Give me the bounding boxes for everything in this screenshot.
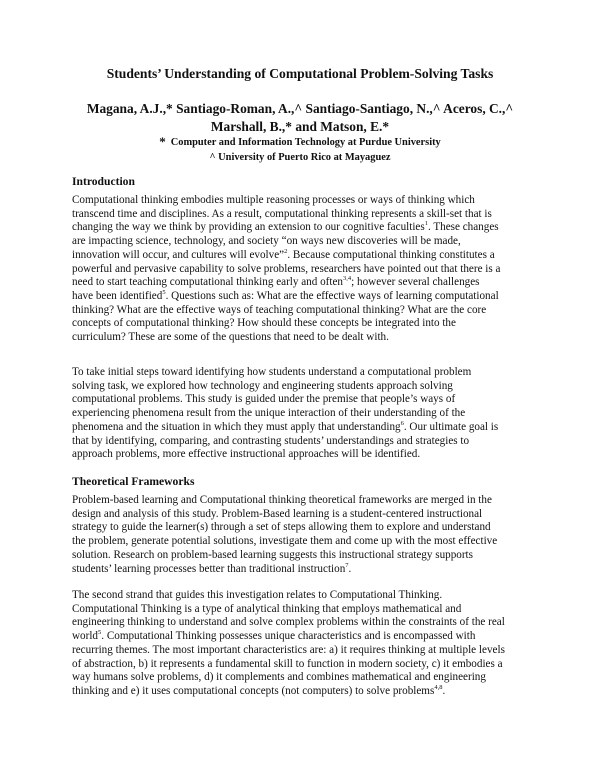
text-line: phenomena and the situation in which they must apply that understanding$^6$. Our ultimate goal is <box>72 419 499 433</box>
text-line: Problem-based learning and Computational thinking theoretical frameworks are merged in the <box>72 494 492 506</box>
citation-marker: 6 <box>400 419 404 427</box>
text-line: computational problems. This study is guided under the premise that people’s ways of <box>72 393 456 406</box>
text-line: Computational thinking embodies multiple reasoning processes or ways of thinking which <box>72 194 475 206</box>
text-line: need to start teaching computational thinking early and often$^{3,4}$; however several challenges <box>72 275 480 289</box>
text-line: are impacting science, technology, and society “on ways new discoveries will be made, <box>72 235 461 248</box>
affiliation-asterisk-marker: * <box>159 134 166 149</box>
intro-paragraph-1 <box>72 194 542 345</box>
text-line: way humans solve problems, d) it complements and combines mathematical and engineering <box>72 671 486 684</box>
citation-marker: 3,4 <box>343 275 352 283</box>
text-line: approach problems, more effective instructional approaches will be identified. <box>72 448 421 461</box>
text-line: changing the way we think by providing an extension to our cognitive faculties$^1$. These changes <box>72 220 499 234</box>
text-line: recurring themes. The most important characteristics are: a) it requires thinking at multiple levels <box>72 643 505 656</box>
text-line: curriculum? These are some of the questions that need to be dealt with. <box>72 331 389 344</box>
intro-paragraph-2 <box>72 366 542 462</box>
text-line: have been identified$^5$. Questions such as: What are the effective ways of learning computational <box>72 288 499 302</box>
text-line: strategy to guide the learner(s) through a set of steps allowing them to explore and understand <box>72 521 491 534</box>
citation-marker: 7 <box>345 561 349 569</box>
text-line: Computational Thinking is a type of analytical thinking that employs mathematical and <box>72 602 462 615</box>
section-heading-introduction: Introduction <box>72 175 135 188</box>
section-heading-theoretical-frameworks: Theoretical Frameworks <box>72 475 195 488</box>
citation-marker: 4,8 <box>434 683 443 691</box>
author-list <box>60 100 540 135</box>
text-line: transcend time and disciplines. As a result, computational thinking represents a skill-set that is <box>72 207 492 220</box>
affiliation-purdue <box>0 135 600 149</box>
citation-marker: 5 <box>162 288 166 296</box>
text-line: students’ learning processes better than traditional instruction$^7$. <box>72 561 352 575</box>
text-line: solution. Research on problem-based learning suggests this instructional strategy supports <box>72 548 473 561</box>
text-line: of abstraction, b) it represents a fundamental skill to function in modern society, c) it embodies a <box>72 657 503 670</box>
theory-paragraph-1 <box>72 494 542 576</box>
text-line: world$^5$. Computational Thinking possesses unique characteristics and is encompassed with <box>72 629 476 643</box>
paper-title: Students’ Understanding of Computational Problem-Solving Tasks <box>106 66 494 81</box>
affiliation-puerto-rico: ^ University of Puerto Rico at Mayaguez <box>209 152 391 163</box>
text-line: solving task, we explored how technology and engineering students approach solving <box>72 379 453 392</box>
text-line: thinking and e) it uses computational concepts (not computers) to solve problems$^{4,8}$. <box>72 683 446 697</box>
citation-marker: 1 <box>424 220 428 228</box>
text-line: engineering thinking to understand and solve complex problems within the constraints of the real <box>72 616 505 629</box>
text-line: powerful and pervasive capability to solve problems, researchers have pointed out that there is a <box>72 262 501 275</box>
theory-paragraph-2 <box>72 589 542 699</box>
text-line: The second strand that guides this investigation relates to Computational Thinking. <box>72 589 443 601</box>
affiliation-purdue-text: Computer and Information Technology at Purdue University <box>170 137 441 148</box>
authors-line-1: Magana, A.J.,* Santiago-Roman, A.,^ Santiago-Santiago, N.,^ Aceros, C.,^ <box>86 101 514 116</box>
authors-line-2: Marshall, B.,* and Matson, E.* <box>210 118 390 134</box>
text-line: that by identifying, comparing, and contrasting students’ understandings and strategies to <box>72 434 470 447</box>
text-line: experiencing phenomena result from the unique interaction of their understanding of the <box>72 407 466 420</box>
text-line: To take initial steps toward identifying how students understand a computational problem <box>72 366 472 378</box>
text-line: concepts of computational thinking? How should these concepts be integrated into the <box>72 317 456 330</box>
citation-marker: 5 <box>98 629 102 637</box>
citation-marker: 2 <box>284 247 288 255</box>
text-line: design and analysis of this study. Problem-Based learning is a student-centered instructional <box>72 507 483 520</box>
text-line: innovation will occur, and cultures will evolve”$^2$. Because computational thinking constitutes a <box>72 247 495 261</box>
text-line: thinking? What are the effective ways of teaching computational thinking? What are the core <box>72 303 487 316</box>
text-line: the problem, generate potential solutions, investigate them and come up with the most effective <box>72 535 498 548</box>
